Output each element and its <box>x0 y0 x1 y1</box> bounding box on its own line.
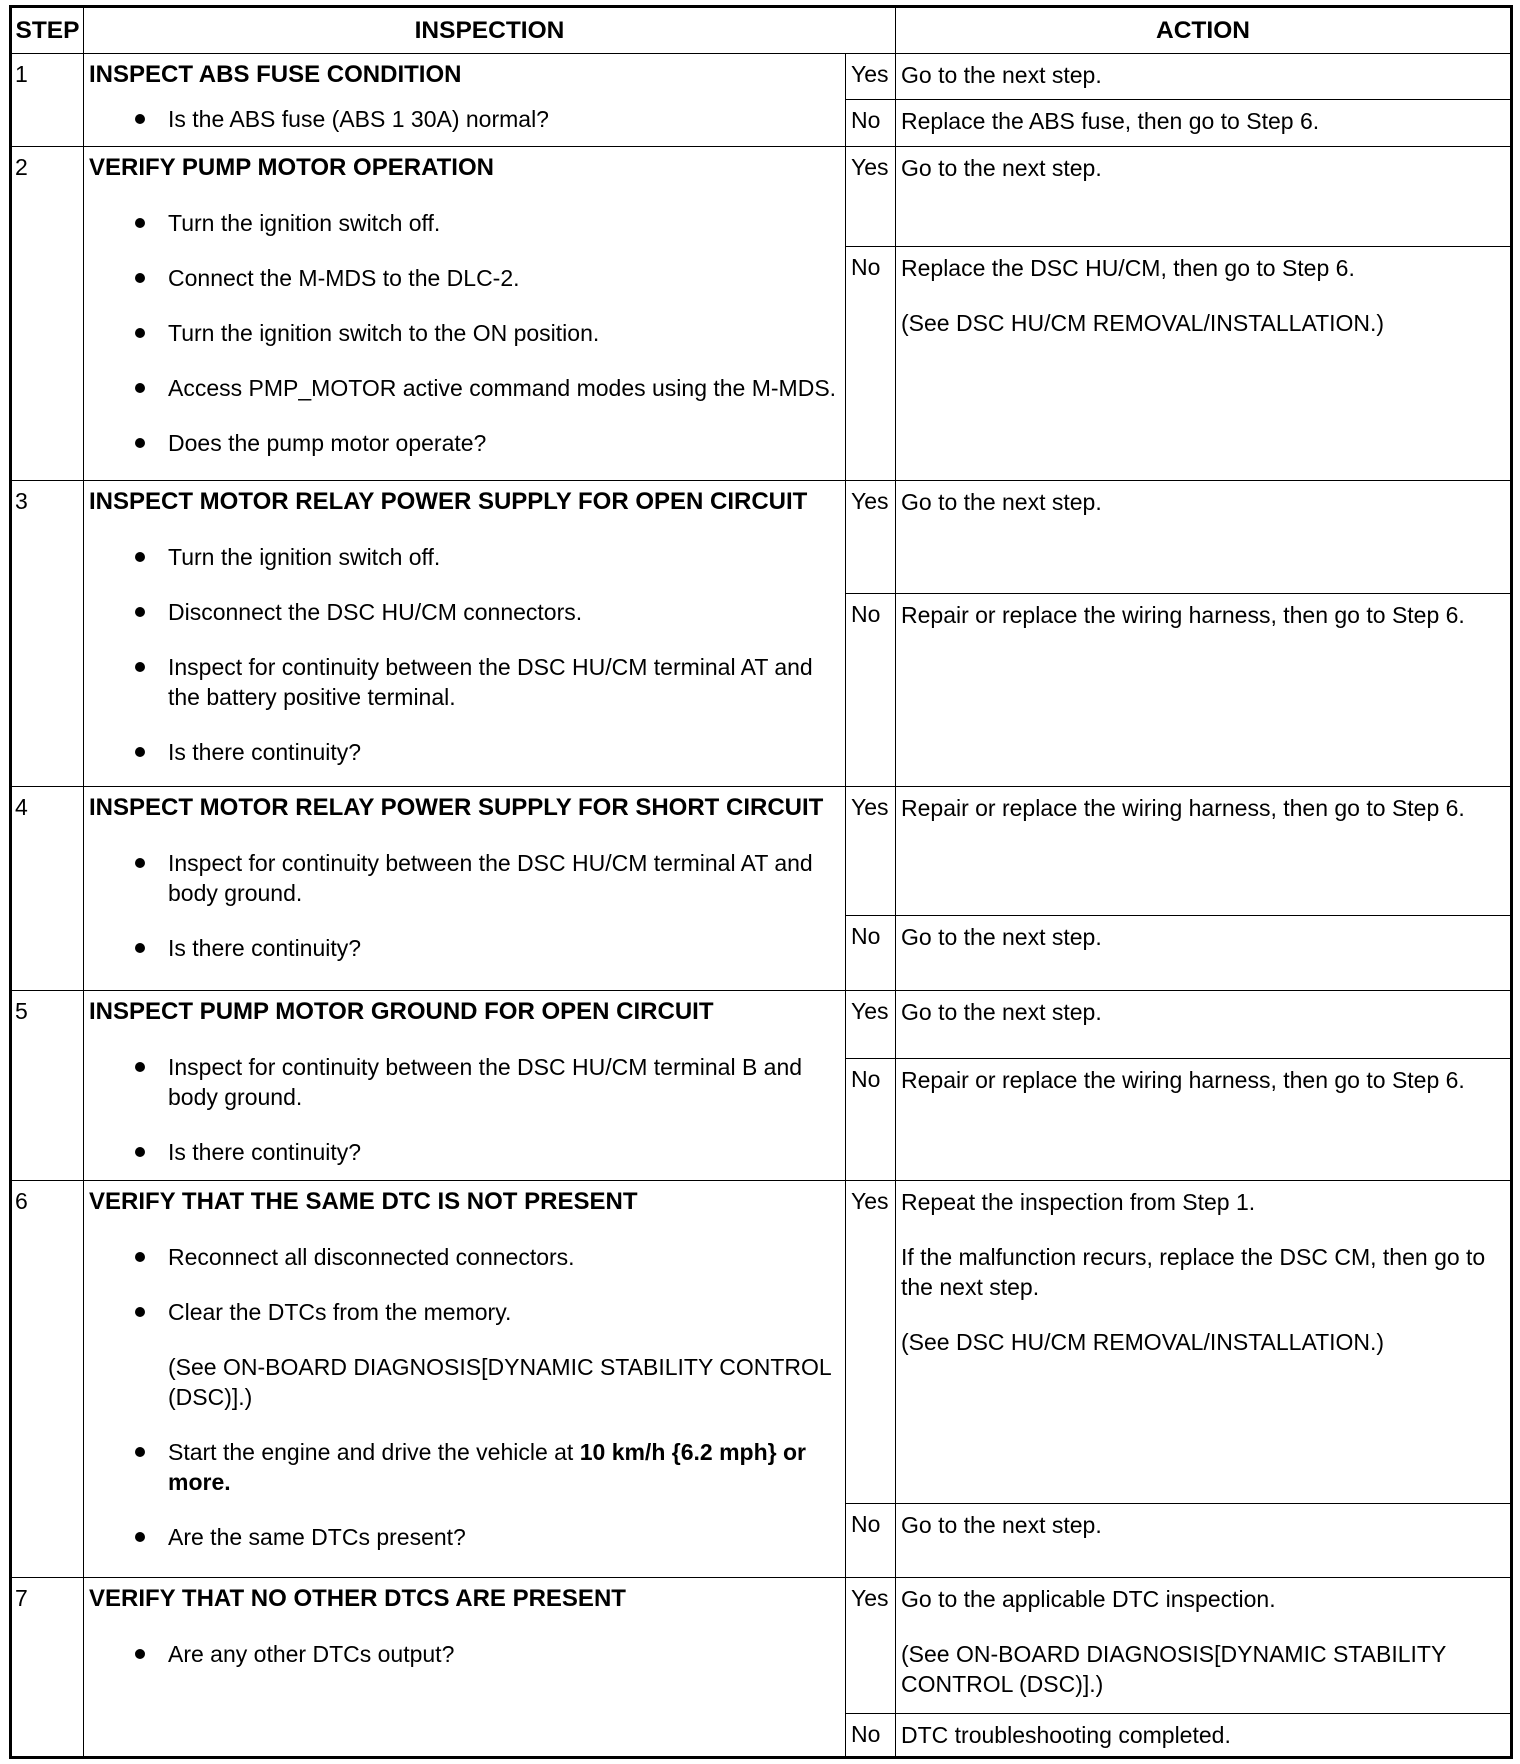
bullet-item: Are the same DTCs present? <box>89 1522 837 1552</box>
yes-label: Yes <box>846 54 896 100</box>
bullet-item: Inspect for continuity between the DSC HU/CM terminal B and body ground. <box>89 1052 837 1112</box>
action-text: DTC troubleshooting completed. <box>901 1722 1231 1749</box>
bullet-item <box>89 1437 837 1497</box>
yes-label: Yes <box>846 147 896 247</box>
step-number: 4 <box>11 787 84 991</box>
no-action <box>896 1714 1512 1758</box>
bullet-item: Is there continuity? <box>89 933 837 963</box>
step-number: 3 <box>11 480 84 787</box>
yes-label: Yes <box>846 480 896 593</box>
yes-action <box>896 1578 1512 1714</box>
step-inspection <box>84 1578 846 1758</box>
yes-action <box>896 54 1512 100</box>
no-label: No <box>846 915 896 991</box>
step-title: VERIFY THAT THE SAME DTC IS NOT PRESENT <box>89 1187 638 1215</box>
step-number: 2 <box>11 147 84 481</box>
header-inspection: INSPECTION <box>84 7 896 54</box>
yes-action <box>896 787 1512 915</box>
bullet-emphasis: 10 km/h {6.2 mph} or more. <box>168 1438 806 1495</box>
step-number: 6 <box>11 1180 84 1578</box>
yes-action <box>896 1180 1512 1503</box>
step-title: INSPECT MOTOR RELAY POWER SUPPLY FOR SHORT CIRCUIT <box>89 794 824 822</box>
no-action <box>896 1503 1512 1578</box>
no-action <box>896 593 1512 786</box>
no-label: No <box>846 593 896 786</box>
action-text: Repair or replace the wiring harness, then go to Step 6. <box>901 1067 1465 1094</box>
step-inspection <box>84 787 846 991</box>
step-title: VERIFY PUMP MOTOR OPERATION <box>89 154 494 182</box>
action-reference: (See DSC HU/CM REMOVAL/INSTALLATION.) <box>901 309 1385 336</box>
step-number: 5 <box>11 991 84 1180</box>
no-label: No <box>846 1059 896 1180</box>
action-text: Replace the ABS fuse, then go to Step 6. <box>901 107 1320 134</box>
step-title: INSPECT PUMP MOTOR GROUND FOR OPEN CIRCUIT <box>89 998 714 1026</box>
bullet-item: Turn the ignition switch off. <box>89 542 837 572</box>
no-label: No <box>846 246 896 480</box>
step-1-yes-row <box>11 54 1512 100</box>
step-inspection <box>84 991 846 1180</box>
no-action <box>896 1059 1512 1180</box>
action-text: Go to the next step. <box>901 488 1102 515</box>
bullet-item: Clear the DTCs from the memory. <box>89 1297 837 1327</box>
action-text: Go to the next step. <box>901 999 1102 1026</box>
step-title: INSPECT ABS FUSE CONDITION <box>89 61 462 89</box>
step-bullets <box>89 542 837 767</box>
step-4-yes-row <box>11 787 1512 915</box>
action-text: Repair or replace the wiring harness, then go to Step 6. <box>901 601 1465 628</box>
step-bullets <box>89 1242 837 1552</box>
step-6-yes-row <box>11 1180 1512 1503</box>
action-text: If the malfunction recurs, replace the DSC CM, then go to the next step. <box>901 1243 1486 1300</box>
step-3-yes-row <box>11 480 1512 593</box>
bullet-item: Are any other DTCs output? <box>89 1639 837 1669</box>
step-7-yes-row <box>11 1578 1512 1714</box>
step-bullets <box>89 1052 837 1167</box>
yes-label: Yes <box>846 1578 896 1714</box>
action-text: Go to the next step. <box>901 923 1102 950</box>
bullet-item: Is the ABS fuse (ABS 1 30A) normal? <box>89 104 837 134</box>
bullet-item: Inspect for continuity between the DSC HU/CM terminal AT and body ground. <box>89 848 837 908</box>
step-title: VERIFY THAT NO OTHER DTCS ARE PRESENT <box>89 1585 626 1613</box>
step-inspection <box>84 480 846 787</box>
yes-label: Yes <box>846 787 896 915</box>
bullet-note: (See ON-BOARD DIAGNOSIS[DYNAMIC STABILITY CONTROL (DSC)].) <box>168 1353 831 1410</box>
step-inspection <box>84 54 846 147</box>
no-action <box>896 246 1512 480</box>
header-action: ACTION <box>896 7 1512 54</box>
action-text: Go to the next step. <box>901 155 1102 182</box>
no-action <box>896 99 1512 146</box>
step-inspection <box>84 1180 846 1578</box>
diagnostic-table <box>9 5 1513 1759</box>
step-bullets <box>89 848 837 963</box>
bullet-item: Turn the ignition switch off. <box>89 208 837 238</box>
header-step: STEP <box>11 7 84 54</box>
yes-action <box>896 480 1512 593</box>
step-5-yes-row <box>11 991 1512 1059</box>
action-reference: (See ON-BOARD DIAGNOSIS[DYNAMIC STABILITY CONTROL (DSC)].) <box>901 1641 1446 1698</box>
yes-label: Yes <box>846 1180 896 1503</box>
step-bullets <box>89 208 837 458</box>
yes-label: Yes <box>846 991 896 1059</box>
step-inspection <box>84 147 846 481</box>
bullet-item: Does the pump motor operate? <box>89 428 837 458</box>
step-number: 7 <box>11 1578 84 1758</box>
bullet-item: Is there continuity? <box>89 1137 837 1167</box>
no-label: No <box>846 1714 896 1758</box>
step-bullets <box>89 1639 837 1669</box>
bullet-item: Reconnect all disconnected connectors. <box>89 1242 837 1272</box>
no-action <box>896 915 1512 991</box>
no-label: No <box>846 99 896 146</box>
yes-action <box>896 147 1512 247</box>
action-text: Go to the next step. <box>901 1511 1102 1538</box>
bullet-item: Connect the M-MDS to the DLC-2. <box>89 263 837 293</box>
action-text: Go to the applicable DTC inspection. <box>901 1586 1276 1613</box>
bullet-item: Is there continuity? <box>89 737 837 767</box>
action-text: Repeat the inspection from Step 1. <box>901 1188 1256 1215</box>
bullet-item: Access PMP_MOTOR active command modes using the M-MDS. <box>89 373 837 403</box>
bullet-item: Turn the ignition switch to the ON position. <box>89 318 837 348</box>
header-row <box>11 7 1512 54</box>
bullet-item: Inspect for continuity between the DSC HU/CM terminal AT and the battery positive terminal. <box>89 652 837 712</box>
step-2-yes-row <box>11 147 1512 247</box>
bullet-item: Disconnect the DSC HU/CM connectors. <box>89 597 837 627</box>
action-text: Repair or replace the wiring harness, then go to Step 6. <box>901 795 1465 822</box>
step-title: INSPECT MOTOR RELAY POWER SUPPLY FOR OPEN CIRCUIT <box>89 487 808 515</box>
no-label: No <box>846 1503 896 1578</box>
action-reference: (See DSC HU/CM REMOVAL/INSTALLATION.) <box>901 1328 1385 1355</box>
action-text: Replace the DSC HU/CM, then go to Step 6. <box>901 254 1355 281</box>
bullet-text: Start the engine and drive the vehicle at <box>168 1438 580 1465</box>
action-text: Go to the next step. <box>901 62 1102 89</box>
step-bullets <box>89 104 837 134</box>
yes-action <box>896 991 1512 1059</box>
step-number: 1 <box>11 54 84 147</box>
